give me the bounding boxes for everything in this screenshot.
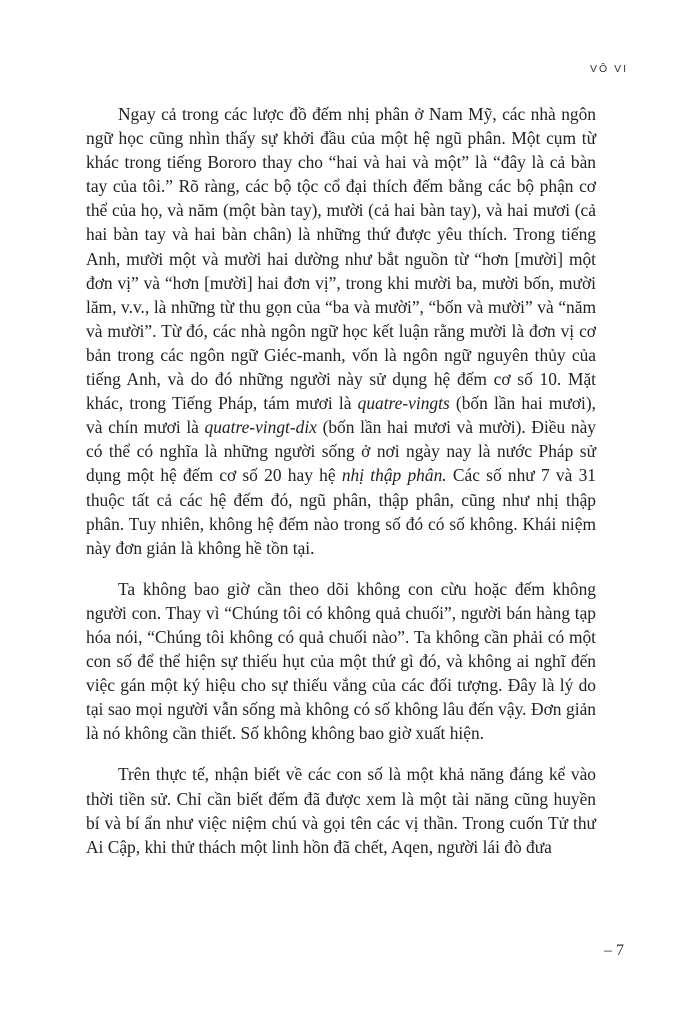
- paragraph-1: [86, 102, 596, 560]
- paragraph-1-text-d: Các số như 7 và 31 thuộc tất cả các hệ đếm đó, ngũ phân, thập phân, cũng như nhị thập phân. Tuy nhiên, không hệ đếm nào trong số đó có số không. Khái niệm này đơn giản là không hề tồn tại.: [86, 465, 596, 558]
- running-header: VÔ VI: [589, 63, 628, 75]
- paragraph-3: Trên thực tế, nhận biết về các con số là một khả năng đáng kể vào thời tiền sử. Chỉ cần biết đếm đã được xem là một tài năng cũng huyền bí và bí ẩn như việc niệm chú và gọi tên các vị thần. Trong cuốn Tử thư Ai Cập, khi thử thách một linh hồn đã chết, Aqen, người lái đò đưa: [86, 764, 596, 857]
- page-number: – 7: [604, 942, 624, 959]
- paragraph-1-italic-c: nhị thập phân.: [341, 465, 447, 486]
- paragraph-1-text-b: (bốn lần hai mươi), và chín mươi là: [86, 393, 596, 438]
- paragraph-1-text-c: (bốn lần hai mươi và mười). Điều này có thể có nghĩa là những người sống ở nơi ngày nay là nước Pháp sử dụng một hệ đếm cơ số 20 hay hệ: [86, 417, 596, 486]
- paragraph-1-text-a: Ngay cả trong các lược đồ đếm nhị phân ở Nam Mỹ, các nhà ngôn ngữ học cũng nhìn thấy sự khởi đầu của một hệ ngũ phân. Một cụm từ khác trong tiếng Bororo thay cho “hai và hai và một” là “đây là cả bàn tay của tôi.” Rõ ràng, các bộ tộc cổ đại thích đếm bằng các bộ phận cơ thể của họ, và năm (một bàn tay), mười (cả hai bàn tay), và hai mươi (cả hai bàn tay và hai bàn chân) là những thứ được yêu thích. Trong tiếng Anh, mười một và mười hai dường như bắt nguồn từ “hơn [mười] một đơn vị” và “hơn [mười] hai đơn vị”, trong khi mười ba, mười bốn, mười lăm, v.v., là những từ thu gọn của “ba và mười”, “bốn và mười” và “năm và mười”. Từ đó, các nhà ngôn ngữ học kết luận rằng mười là đơn vị cơ bản trong các ngôn ngữ Giéc-manh, vốn là ngôn ngữ nguyên thủy của tiếng Anh, và do đó những người này sử dụng hệ đếm cơ số 10. Mặt khác, trong Tiếng Pháp, tám mươi là: [86, 104, 596, 414]
- paragraph-1-italic-a: quatre-vingts: [357, 393, 450, 414]
- paragraph-2: Ta không bao giờ cần theo dõi không con cừu hoặc đếm không người con. Thay vì “Chúng tôi có không quả chuối”, người bán hàng tạp hóa nói, “Chúng tôi không có quả chuối nào”. Ta không cần phải có một con số để thể hiện sự thiếu hụt của một thứ gì đó, và không ai nghĩ đến việc gán một ký hiệu cho sự thiếu vắng của các đối tượng. Đây là lý do tại sao mọi người vẫn sống mà không có số không lâu đến vậy. Đơn giản là nó không cần thiết. Số không không bao giờ xuất hiện.: [86, 578, 596, 744]
- body-text: [86, 102, 596, 859]
- paragraph-1-italic-b: quatre-vingt-dix: [204, 417, 317, 438]
